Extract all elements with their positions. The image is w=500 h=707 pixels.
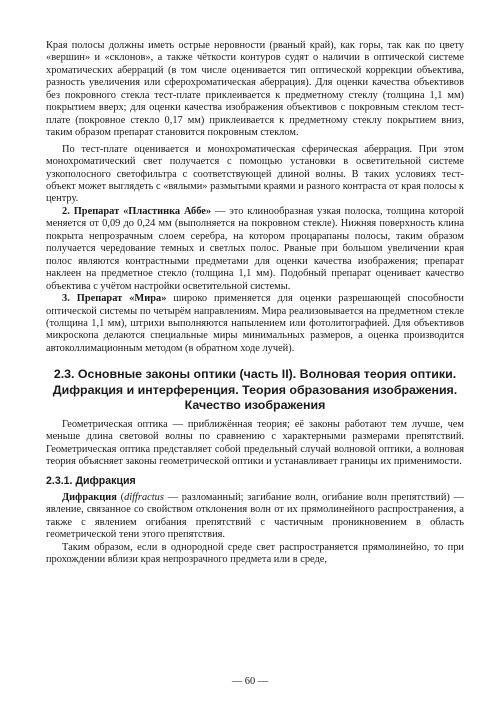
section-heading: 2.3. Основные законы оптики (часть II). Волновая теория оптики. Дифракция и интерференция. Теория образования изображения. Качество изображения [52, 367, 458, 412]
body-paragraph [46, 492, 464, 542]
page-number: — 60 — [231, 676, 269, 687]
definition-text: — разломанный; загибание волн, огибание волн препятствий) — явление, связанное со свойством отклонения волн от их прямолинейного распространения, а также с явлением огибания препятствий с частичным проникновением в область геометрической тени этого препятствия. [46, 491, 464, 541]
body-paragraph: По тест-плате оценивается и монохроматическая сферическая аберрация. При этом монохроматический свет получается с помощью установки в осветительной системе узкополосного светофильтра с соответствующей длиной волны. В таких условиях тест-объект может выглядеть с «вялыми» размытыми краями и разного контраста от края полосы к центру. [46, 143, 464, 205]
item-title: 3. Препарат «Мира» [62, 293, 167, 305]
term: Дифракция [62, 491, 117, 503]
item-text: широко применяется для оценки разрешающей способности оптической системы по четырём направлениям. Мира реализовывается на предметном стекле (толщина 1,1 мм), штрихи выполняются напылением или фотолитографией. Для объективов микроскопа делаются специальные миры минимальных размеров, а оценка производится автоколлимационным методом (в обратном ходе лучей). [46, 293, 464, 354]
body-paragraph: Края полосы должны иметь острые неровности (рваный край), как горы, так как по цвету «вершин» и «склонов», а также чёткости контуров судят о наличии в оптической системе хроматических аберраций (в том числе оценивается тип оптической коррекции объектива, разность увеличения или сферохроматическая аберрация). Для оценки качества объективов без покровного стекла тест-плате приклеивается к предметному стеклу (толщина 1,1 мм) покрытием вверх; для оценки качества изображения объективов с покровным стеклом тест-плате (покровное стекло 0,17 мм) приклеивается к предметному стеклу покрытием вниз, таким образом препарат становится покровным стеклом. [46, 40, 464, 139]
subsection-heading: 2.3.1. Дифракция [46, 474, 136, 487]
body-paragraph: Геометрическая оптика — приближённая теория; её законы работают тем лучше, чем меньше длина световой волны по сравнению с характерными размерами препятствий. Геометрическая оптика представляет собой предельный случай волновой оптики, а волновая теория объясняет законы геометрической оптики и устанавливает границы их применимости. [46, 418, 464, 468]
body-paragraph: Таким образом, если в однородной среде свет распространяется прямолинейно, то при прохождении вблизи края непрозрачного предмета или в среде, [46, 541, 464, 566]
term-latin: diffractus [124, 491, 164, 503]
body-paragraph [46, 206, 464, 293]
paren-open: ( [116, 491, 125, 503]
body-paragraph [46, 293, 464, 355]
item-title: 2. Препарат «Пластинка Аббе» [62, 205, 212, 217]
item-text: — это клинообразная узкая полоска, толщина которой меняется от 0,09 до 0,24 мм (выполняется на покровном стекле). Нижняя поверхность клина покрыта непрозрачным слоем серебра, на котором процарапаны полосы, таким образом получается чередование темных и светлых полос. Рваные при большом увеличении края полос являются контрастными предметами для оценки качества изображения; препарат наклеен на предметное стекло (толщина 1,1 мм). Подобный препарат оценивает качество объектива с учётом настройки осветительной системы. [46, 205, 464, 292]
